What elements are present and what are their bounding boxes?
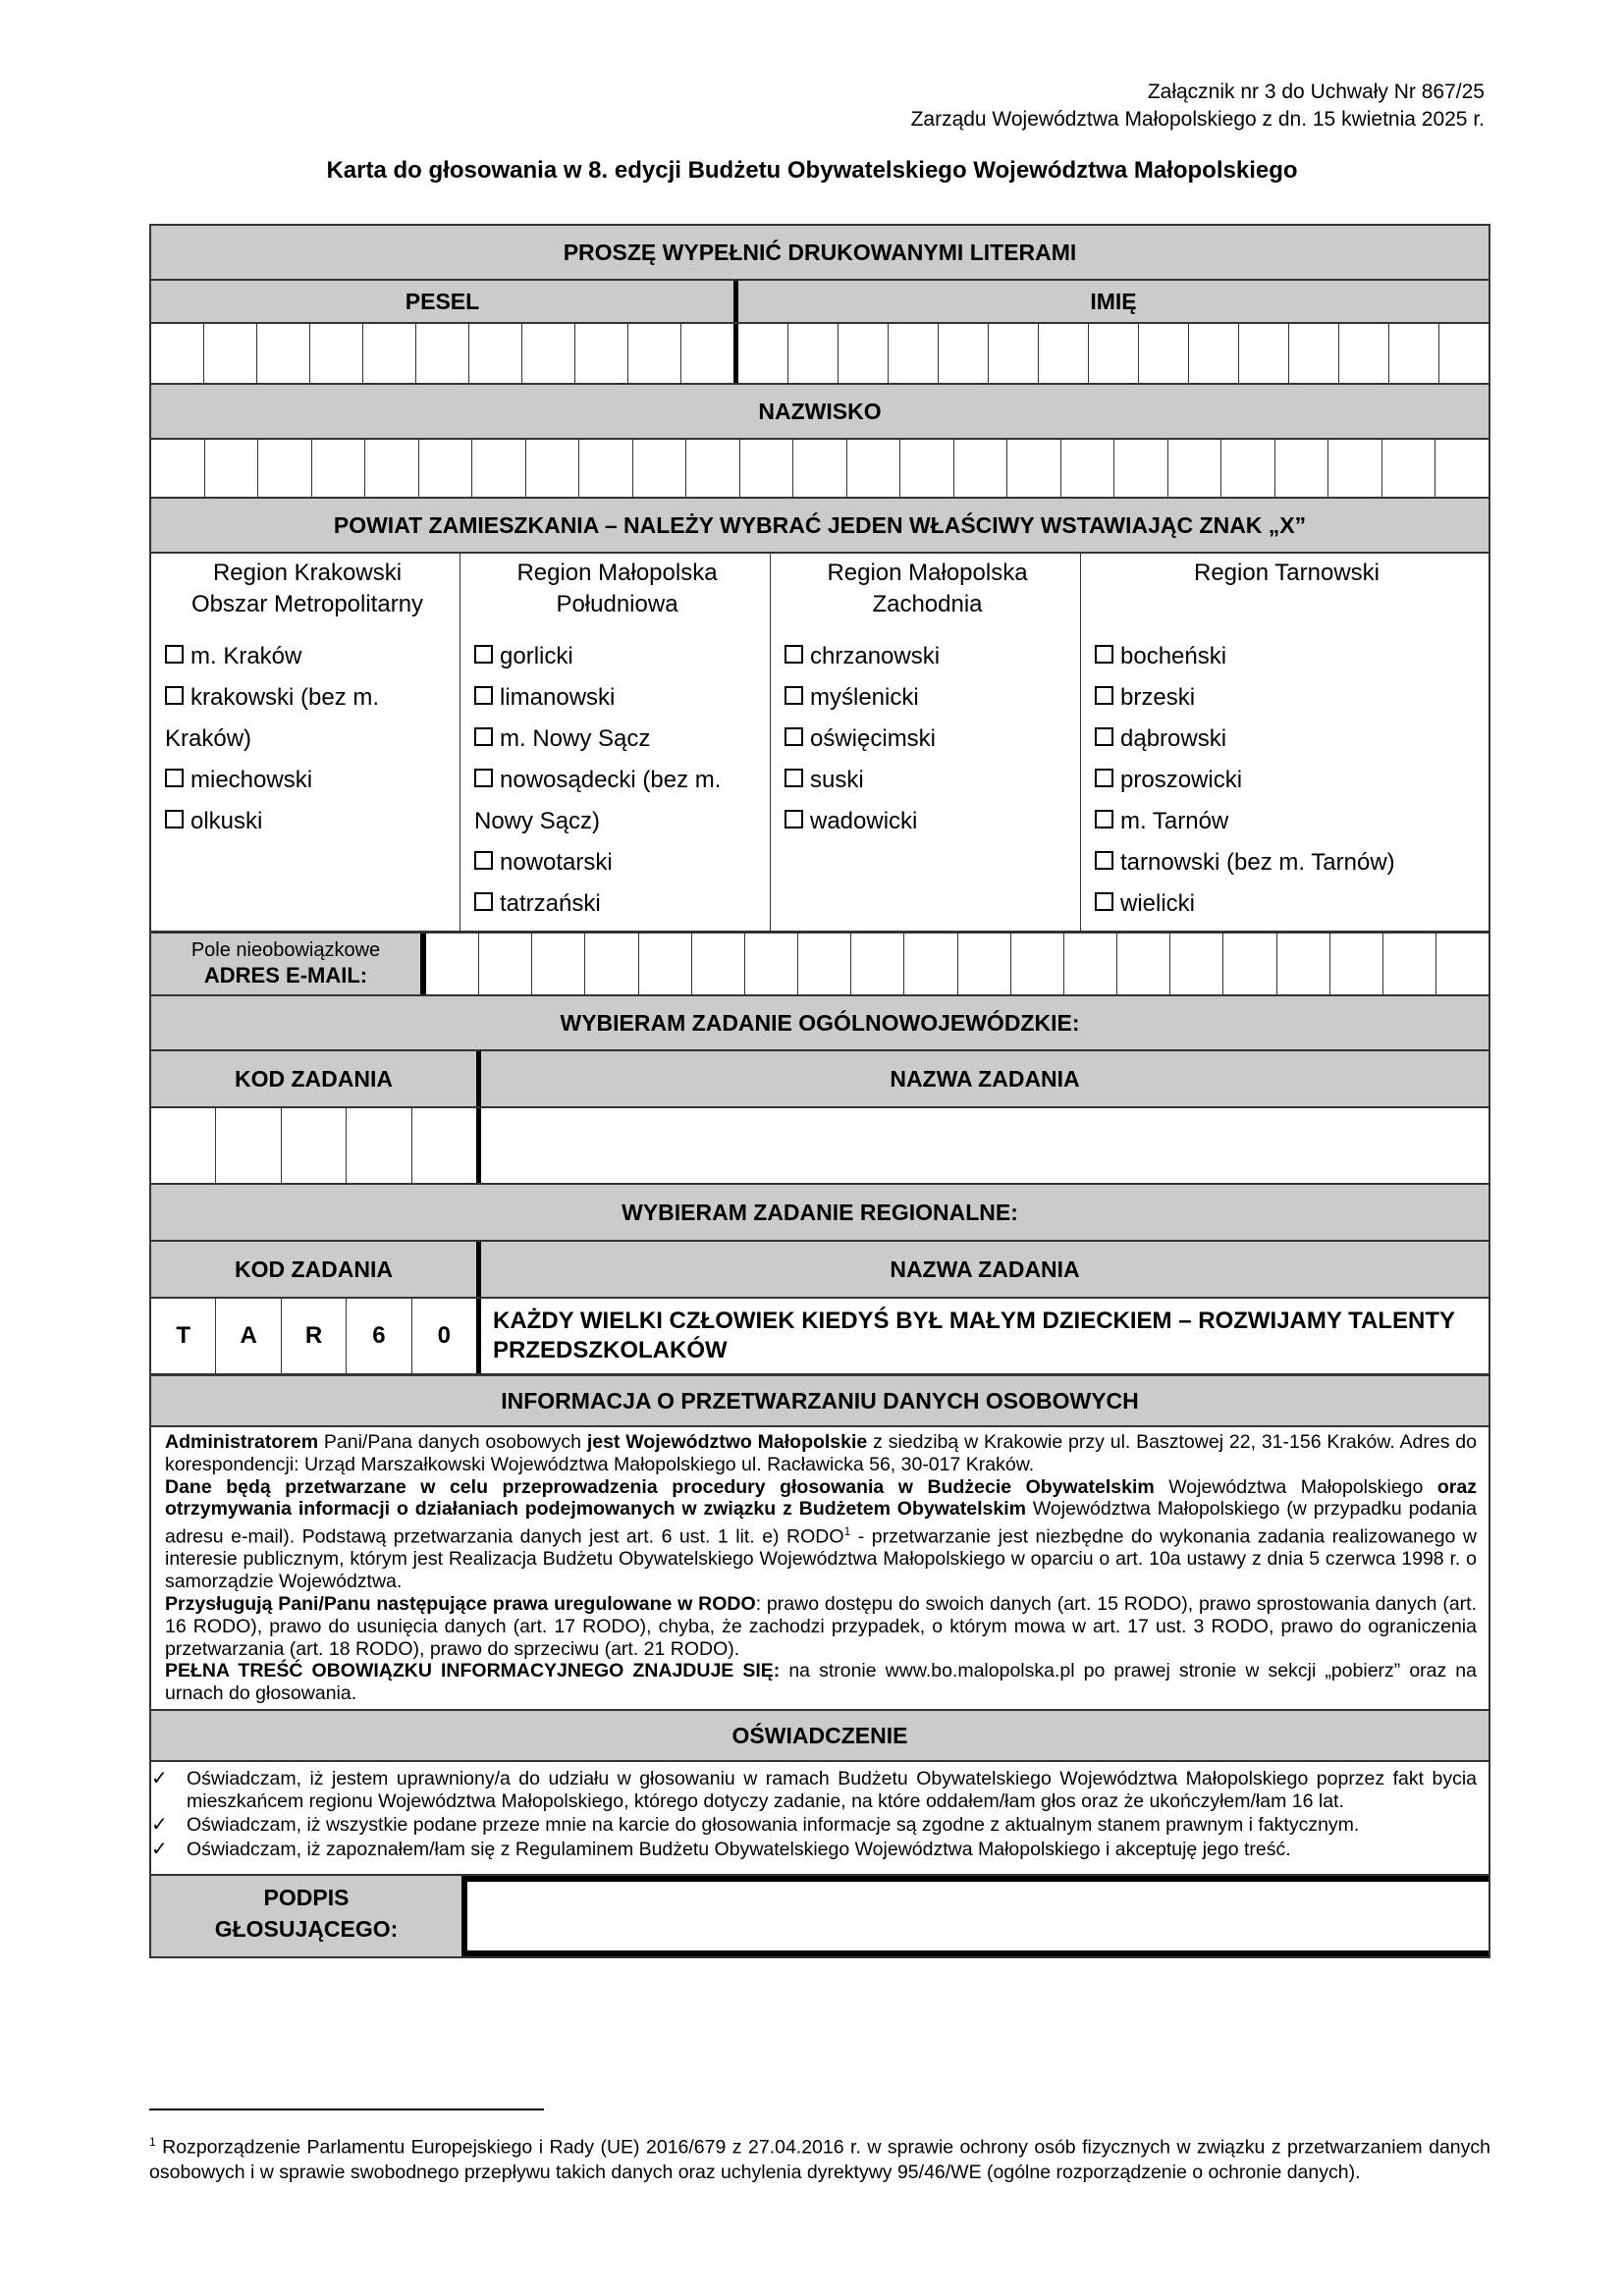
imie-cell[interactable] [1239, 324, 1289, 383]
pesel-cell[interactable] [257, 324, 310, 383]
regional-task-name[interactable]: KAŻDY WIELKI CZŁOWIEK KIEDYŚ BYŁ MAŁYM DZIECKIEM – ROZWIJAMY TALENTY PRZEDSZKOLAKÓW [493, 1308, 1455, 1363]
email-cell[interactable] [851, 934, 904, 994]
rodo-paragraph-administrator: Administratorem Pani/Pana danych osobowych jest Województwo Małopolskie z siedzibą w Krakowie przy ul. Basztowej 22, 31-156 Kraków. Adres do korespondencji: Urząd Marszałkowski Województwa Małopolskiego ul. Racławicka 56, 30-017 Kraków. [165, 1431, 1477, 1475]
checkbox-icon[interactable] [785, 645, 803, 664]
powiat-option-label: bocheński [1120, 643, 1227, 669]
email-cell[interactable] [798, 934, 851, 994]
checkbox-icon[interactable] [1095, 810, 1113, 828]
regional-task-code-cell[interactable]: 6 [347, 1299, 411, 1373]
signature-field[interactable] [461, 1876, 1489, 1956]
powiat-option[interactable] [785, 760, 1070, 801]
email-cell[interactable] [904, 934, 957, 994]
email-cell[interactable] [692, 934, 745, 994]
nazwisko-cell[interactable] [1007, 440, 1061, 497]
ballot-title: Karta do głosowania w 8. edycji Budżetu Obywatelskiego Województwa Małopolskiego [326, 157, 1298, 184]
checkbox-icon[interactable] [165, 769, 184, 787]
powiat-option-label: nowotarski [500, 849, 613, 876]
powiat-option-label: m. Kraków [190, 643, 302, 669]
checkbox-icon[interactable] [165, 645, 184, 664]
checkmark-icon: ✓ [151, 1838, 168, 1860]
declaration-text: Oświadczam, iż jestem uprawniony/a do udziału w głosowaniu w ramach Budżetu Obywatelskiego Województwa Małopolskiego poprzez fakt bycia mieszkańcem regionu Województwa Małopolskiego, którego dotyczy zadanie, na które oddałem/łam głos oraz że ukończyłem/łam 16 lat. [187, 1768, 1477, 1812]
checkbox-icon[interactable] [1095, 892, 1113, 911]
nazwisko-input[interactable] [151, 440, 1489, 497]
powiat-option-label: krakowski (bez m. Kraków) [165, 684, 380, 752]
pesel-cell[interactable] [522, 324, 575, 383]
general-task-header [151, 1051, 1489, 1108]
regional-task-code-cell[interactable]: A [216, 1299, 281, 1373]
checkbox-icon[interactable] [474, 769, 493, 787]
checkbox-icon[interactable] [474, 851, 493, 870]
powiat-option-label: suski [810, 767, 864, 793]
imie-cell[interactable] [738, 324, 788, 383]
regional-nazwa-label: NAZWA ZADANIA [481, 1242, 1489, 1297]
footnote-divider [149, 2109, 544, 2110]
pesel-cell[interactable] [469, 324, 522, 383]
nazwisko-cell[interactable] [954, 440, 1008, 497]
nazwisko-cell[interactable] [312, 440, 366, 497]
powiat-option-label: nowosądecki (bez m. Nowy Sącz) [474, 767, 722, 834]
general-task-code-input[interactable] [151, 1108, 481, 1183]
checkbox-icon[interactable] [785, 686, 803, 705]
pesel-cell[interactable] [681, 324, 733, 383]
powiat-option[interactable] [1095, 842, 1479, 883]
checkbox-icon[interactable] [1095, 769, 1113, 787]
imie-cell[interactable] [1439, 324, 1489, 383]
powiat-option-label: chrzanowski [810, 643, 941, 669]
pesel-cell[interactable] [416, 324, 469, 383]
checkbox-icon[interactable] [1095, 645, 1113, 664]
rodo-paragraph-purpose: Dane będą przetwarzane w celu przeprowadzenia procedury głosowania w Budżecie Obywatelskim Województwa Małopolskiego oraz otrzymywania informacji o działaniach podejmowanych w związku z Budżetem Obywatelskim Województwa Małopolskiego (w przypadku podania adresu e-mail). Podstawą przetwarzania danych jest art. 6 ust. 1 lit. e) RODO$^1$ - przetwarzanie jest niezbędne do wykonania zadania realizowanego w interesie publicznym, którym jest Realizacja Budżetu Obywatelskiego Województwa Małopolskiego w oparciu o art. 10a ustawy z dnia 5 czerwca 1998 r. o samorządzie Województwa. [165, 1475, 1477, 1593]
email-optional-note: Pole nieobowiązkowe [190, 939, 381, 961]
imie-cell[interactable] [788, 324, 839, 383]
region-name: Region Małopolska Południowa [516, 560, 718, 617]
powiat-option[interactable] [165, 760, 450, 801]
powiat-option[interactable] [474, 883, 760, 925]
rodo-paragraph-rights: Przysługują Pani/Panu następujące prawa uregulowane w RODO: prawo dostępu do swoich danych (art. 15 RODO), prawo sprostowania danych (art. 16 RODO), prawo do usunięcia danych (art. 17 RODO), chyba, że zachodzi przypadek, o którym mowa w art. 17 ust. 3 RODO, prawo do ograniczenia przetwarzania (art. 18 RODO), prawo do sprzeciwu (art. 21 RODO). [165, 1593, 1477, 1660]
checkbox-icon[interactable] [1095, 727, 1113, 746]
region-name: Region Małopolska Zachodnia [827, 560, 1028, 617]
email-cell[interactable] [532, 934, 585, 994]
powiat-label: POWIAT ZAMIESZKANIA – NALEŻY WYBRAĆ JEDEN WŁAŚCIWY WSTAWIAJĄC ZNAK „X” [151, 499, 1489, 554]
powiat-option-label: proszowicki [1120, 767, 1243, 793]
email-cell[interactable] [1117, 934, 1170, 994]
nazwisko-cell[interactable] [847, 440, 901, 497]
footnote-text: Rozporządzenie Parlamentu Europejskiego i Rady (UE) 2016/679 z 27.04.2016 r. w sprawie ochrony osób fizycznych w związku z przetwarzaniem danych osobowych i w sprawie swobodnego przepływu takich danych oraz uchylenia dyrektywy 95/46/WE (ogólne rozporządzenie o ochronie danych). [149, 2136, 1490, 2183]
imie-cell[interactable] [1189, 324, 1239, 383]
pesel-cell[interactable] [310, 324, 363, 383]
nazwisko-cell[interactable] [633, 440, 687, 497]
powiat-option-label: tarnowski (bez m. Tarnów) [1120, 849, 1395, 876]
powiat-option-label: m. Nowy Sącz [500, 725, 651, 752]
general-task-label: WYBIERAM ZADANIE OGÓLNOWOJEWÓDZKIE: [151, 996, 1489, 1051]
attachment-line-1: Załącznik nr 3 do Uchwały Nr 867/25 [1147, 80, 1485, 103]
footnote [149, 2130, 1490, 2185]
imie-input[interactable] [738, 324, 1489, 383]
powiat-option[interactable] [785, 677, 1070, 719]
powiat-option[interactable] [474, 760, 760, 842]
signature-row [151, 1876, 1489, 1956]
powiat-option[interactable] [1095, 801, 1479, 842]
email-cell[interactable] [1436, 934, 1489, 994]
footnote-ref: 1 [843, 1524, 851, 1539]
powiat-option[interactable] [474, 636, 760, 677]
general-task-code-cell[interactable] [347, 1108, 411, 1183]
email-cell[interactable] [585, 934, 638, 994]
powiat-option[interactable] [785, 719, 1070, 760]
imie-cell[interactable] [1089, 324, 1139, 383]
regional-task-code-input[interactable] [151, 1299, 481, 1373]
email-cell[interactable] [639, 934, 692, 994]
checkbox-icon[interactable] [1095, 851, 1113, 870]
nazwisko-cell[interactable] [1328, 440, 1382, 497]
pesel-label: PESEL [151, 281, 738, 322]
powiat-option[interactable] [165, 801, 450, 842]
general-task-code-cell[interactable] [412, 1108, 476, 1183]
nazwisko-cell[interactable] [1221, 440, 1275, 497]
declarations-list [151, 1762, 1489, 1876]
regional-task-label: WYBIERAM ZADANIE REGIONALNE: [151, 1185, 1489, 1242]
nazwisko-cell[interactable] [686, 440, 740, 497]
rodo-label: INFORMACJA O PRZETWARZANIU DANYCH OSOBOWYCH [151, 1376, 1489, 1427]
powiat-option[interactable] [1095, 636, 1479, 677]
general-nazwa-label: NAZWA ZADANIA [481, 1051, 1489, 1106]
nazwisko-cell[interactable] [579, 440, 633, 497]
checkbox-icon[interactable] [474, 892, 493, 911]
email-cell[interactable] [479, 934, 532, 994]
checkbox-icon[interactable] [474, 727, 493, 746]
powiat-option[interactable] [785, 801, 1070, 842]
nazwisko-cell[interactable] [1435, 440, 1489, 497]
powiat-option-label: wadowicki [810, 808, 918, 834]
nazwisko-cell[interactable] [740, 440, 794, 497]
powiat-option-label: miechowski [190, 767, 313, 793]
pesel-cell[interactable] [628, 324, 681, 383]
attachment-header [911, 79, 1485, 133]
declaration-text: Oświadczam, iż zapoznałem/łam się z Regulaminem Budżetu Obywatelskiego Województwa Małopolskiego i akceptuję jego treść. [187, 1838, 1291, 1860]
email-cell[interactable] [426, 934, 479, 994]
email-cell[interactable] [1064, 934, 1117, 994]
checkbox-icon[interactable] [165, 810, 184, 828]
checkbox-icon[interactable] [1095, 686, 1113, 705]
declaration-label: OŚWIADCZENIE [151, 1711, 1489, 1762]
nazwisko-cell[interactable] [900, 440, 954, 497]
imie-cell[interactable] [1289, 324, 1339, 383]
powiat-option[interactable] [785, 636, 1070, 677]
general-kod-label: KOD ZADANIA [151, 1051, 481, 1106]
email-cell[interactable] [958, 934, 1011, 994]
pesel-input[interactable] [151, 324, 738, 383]
imie-cell[interactable] [889, 324, 939, 383]
region-column [460, 554, 771, 931]
pesel-imie-inputs [151, 324, 1489, 385]
checkmark-icon: ✓ [151, 1768, 168, 1790]
powiat-option[interactable] [165, 677, 450, 760]
powiat-option[interactable] [1095, 719, 1479, 760]
general-task-row [151, 1108, 1489, 1185]
pesel-imie-header [151, 281, 1489, 324]
imie-cell[interactable] [989, 324, 1039, 383]
email-cell[interactable] [1383, 934, 1436, 994]
region-name: Region Tarnowski [1194, 560, 1380, 586]
powiat-option[interactable] [165, 636, 450, 677]
regional-task-code-cell[interactable]: T [151, 1299, 216, 1373]
powiat-option-label: m. Tarnów [1120, 808, 1229, 834]
checkbox-icon[interactable] [785, 727, 803, 746]
imie-cell[interactable] [1039, 324, 1089, 383]
print-instruction-banner: PROSZĘ WYPEŁNIĆ DRUKOWANYMI LITERAMI [151, 226, 1489, 281]
email-cell[interactable] [1170, 934, 1223, 994]
signature-label: PODPIS GŁOSUJĄCEGO: [151, 1876, 461, 1956]
regional-task-code-cell[interactable]: 0 [437, 1322, 451, 1349]
powiat-option-label: olkuski [190, 808, 263, 834]
nazwisko-cell[interactable] [1275, 440, 1329, 497]
checkbox-icon[interactable] [785, 769, 803, 787]
email-cell[interactable] [1330, 934, 1383, 994]
pesel-cell[interactable] [151, 324, 204, 383]
email-label: ADRES E-MAIL: [203, 963, 368, 988]
email-cell[interactable] [745, 934, 798, 994]
pesel-cell[interactable] [363, 324, 416, 383]
powiat-option[interactable] [474, 842, 760, 883]
declaration-item [151, 1814, 1477, 1837]
imie-cell[interactable] [839, 324, 889, 383]
rodo-paragraph-full-text: PEŁNA TREŚĆ OBOWIĄZKU INFORMACYJNEGO ZNAJDUJE SIĘ: na stronie www.bo.malopolska.pl po prawej stronie w sekcji „pobierz” oraz na urnach do głosowania. [165, 1660, 1478, 1705]
email-cell[interactable] [1277, 934, 1330, 994]
checkbox-icon[interactable] [165, 686, 184, 705]
nazwisko-cell[interactable] [258, 440, 312, 497]
imie-cell[interactable] [1339, 324, 1389, 383]
ballot-form [149, 224, 1490, 1958]
powiat-option-label: dąbrowski [1120, 725, 1227, 752]
region-column [151, 554, 460, 931]
nazwisko-cell[interactable] [151, 440, 205, 497]
regional-task-row [151, 1299, 1489, 1376]
regions-grid [151, 554, 1489, 934]
region-name: Region Krakowski Obszar Metropolitarny [190, 560, 424, 617]
declaration-item [151, 1768, 1477, 1812]
nazwisko-cell[interactable] [365, 440, 419, 497]
footnote-mark: 1 [149, 2135, 156, 2149]
nazwisko-row [151, 440, 1489, 499]
attachment-line-2: Zarządu Województwa Małopolskiego z dn. 15 kwietnia 2025 r. [910, 108, 1485, 131]
general-task-code-cell[interactable] [151, 1108, 216, 1183]
powiat-option-label: oświęcimski [810, 725, 937, 752]
email-label-cell [151, 934, 426, 994]
nazwisko-cell[interactable] [793, 440, 847, 497]
general-task-name-input[interactable] [481, 1108, 1489, 1183]
imie-cell[interactable] [939, 324, 989, 383]
powiat-option[interactable] [1095, 760, 1479, 801]
powiat-option-label: wielicki [1120, 890, 1196, 917]
nazwisko-cell[interactable] [205, 440, 259, 497]
powiat-option[interactable] [474, 719, 760, 760]
powiat-option-label: myślenicki [810, 684, 919, 711]
powiat-option-label: gorlicki [500, 643, 573, 669]
rodo-info [151, 1427, 1489, 1711]
powiat-option-label: tatrzański [500, 890, 601, 917]
pesel-cell[interactable] [204, 324, 257, 383]
declaration-item [151, 1839, 1477, 1861]
regional-task-code-cell[interactable]: R [282, 1299, 347, 1373]
nazwisko-cell[interactable] [1382, 440, 1436, 497]
email-input[interactable] [426, 934, 1489, 994]
powiat-option-label: brzeski [1120, 684, 1196, 711]
checkbox-icon[interactable] [474, 686, 493, 705]
region-column [1081, 554, 1489, 931]
declaration-text: Oświadczam, iż wszystkie podane przeze mnie na karcie do głosowania informacje są zgodne z aktualnym stanem prawnym i faktycznym. [187, 1814, 1360, 1837]
imie-label: IMIĘ [738, 281, 1489, 322]
regional-kod-label: KOD ZADANIA [151, 1242, 481, 1297]
powiat-option[interactable] [474, 677, 760, 719]
imie-cell[interactable] [1389, 324, 1439, 383]
checkmark-icon: ✓ [151, 1814, 168, 1837]
powiat-option-label: limanowski [500, 684, 616, 711]
nazwisko-cell[interactable] [1114, 440, 1168, 497]
pesel-cell[interactable] [575, 324, 628, 383]
powiat-option[interactable] [1095, 883, 1479, 925]
nazwisko-cell[interactable] [1061, 440, 1115, 497]
email-row [151, 934, 1489, 996]
nazwisko-cell[interactable] [472, 440, 526, 497]
nazwisko-cell[interactable] [419, 440, 473, 497]
regional-task-header [151, 1242, 1489, 1299]
general-task-code-cell[interactable] [216, 1108, 281, 1183]
general-task-code-cell[interactable] [282, 1108, 347, 1183]
checkbox-icon[interactable] [785, 810, 803, 828]
email-cell[interactable] [1223, 934, 1276, 994]
checkbox-icon[interactable] [474, 645, 493, 664]
powiat-option[interactable] [1095, 677, 1479, 719]
region-column [771, 554, 1081, 931]
email-cell[interactable] [1011, 934, 1064, 994]
nazwisko-cell[interactable] [526, 440, 580, 497]
nazwisko-cell[interactable] [1168, 440, 1222, 497]
nazwisko-label: NAZWISKO [151, 385, 1489, 440]
imie-cell[interactable] [1139, 324, 1189, 383]
